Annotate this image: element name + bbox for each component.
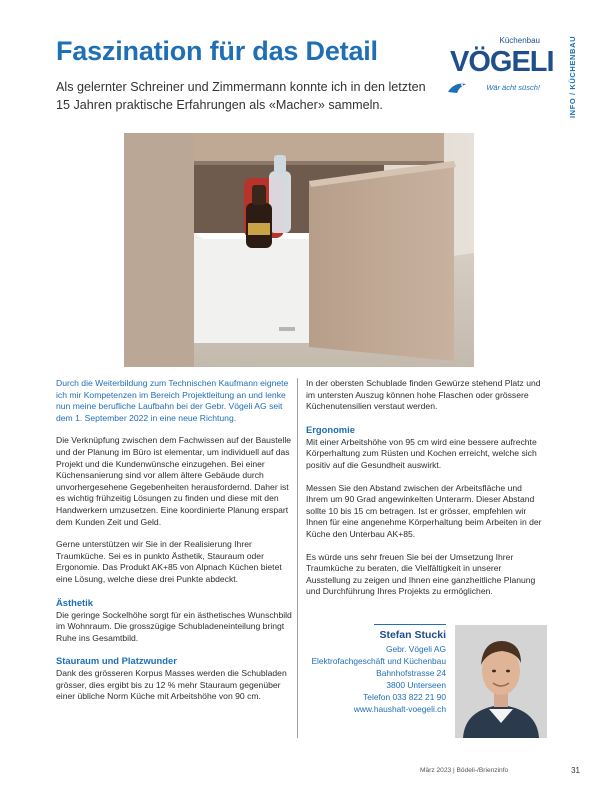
page-title: Faszination für das Detail: [56, 36, 378, 66]
contact-company: Gebr. Vögeli AG: [385, 644, 446, 654]
paragraph-support: Gerne unterstützen wir Sie in der Realisierung Ihrer Traumküche. Sei es in punkto Ästhetik, Stauraum oder Ergonomie. Das Produkt AK+85 von Alpnach Küchen bietet eine Lösung, welche diese drei Punkte abdeckt.: [56, 539, 282, 584]
heading-aesthetik: Ästhetik: [56, 596, 93, 608]
kitchen-drawer-illustration: [124, 133, 474, 367]
voegeli-logo: [446, 36, 554, 100]
paragraph-drawers: In der obersten Schublade finden Gewürze stehend Platz und im untersten Auszug können hohe Flaschen oder grössere Küchenutensilien verstaut werden.: [306, 378, 541, 412]
paragraph-planning: Die Verknüpfung zwischen dem Fachwissen auf der Baustelle und der Planung im Büro ist elementar, um individuell auf das Projekt und die Kundenwünsche einzugehen. Bei einer Küchensanierung sind vor allem ältere Gebäude durch unvorhergesehene Gegebenheiten herausfordernd. Daher ist es wichtig frühzeitig Lösungen zu finden und diese mit den Handwerkern umzusetzen. Eine koordinierte Planung erspart dem Kunden Zeit und Geld.: [56, 435, 292, 527]
footer-issue: März 2023 | Bödeli-/Brienzinfo: [420, 767, 509, 774]
intro-text: Als gelernter Schreiner und Zimmermann konnte ich in den letzten 15 Jahren praktische Erfahrungen als «Macher» sammeln.: [56, 80, 426, 112]
paragraph-closing: Es würde uns sehr freuen Sie bei der Umsetzung Ihrer Traumküche zu beraten, die Vielfältigkeit in unserer Ausstellung zu zeigen und Ihnen eine ganzheitliche Planung und Durchführung Ihres Projekts zu ermöglichen.: [306, 551, 536, 597]
page-number: 31: [571, 766, 580, 775]
logo-wordmark: VÖGELI: [450, 46, 554, 78]
logo-slogan: Wär ächt süsch!: [486, 83, 540, 92]
contact-rule: [374, 624, 446, 625]
column-divider: [297, 378, 298, 738]
contact-name: Stefan Stucki: [379, 629, 446, 641]
kitchen-drawer-photo: [124, 133, 474, 367]
contact-street: Bahnhofstrasse 24: [376, 668, 446, 678]
contact-phone: Telefon 033 822 21 90: [363, 692, 446, 702]
paragraph-measure: Messen Sie den Abstand zwischen der Arbeitsfläche und Ihrem um 90 Grad angewinkelten Unterarm. Dieser Abstand sollte 10 bis 15 cm betragen. Ist er grösser, empfehlen wir Ihnen für eine angenehme Körperhaltung beim Arbeiten in der Küche den Unterbau AK+85.: [306, 482, 542, 539]
section-tag: [568, 30, 582, 120]
paragraph-aesthetik: Die geringe Sockelhöhe sorgt für ein ästhetisches Wunschbild im Wohnraum. Die grosszügige Schubladeneinteilung bringt Ruhe ins Gesamtbild.: [56, 609, 292, 643]
contact-web-link[interactable]: www.haushalt-voegeli.ch: [353, 704, 446, 714]
lead-paragraph: Durch die Weiterbildung zum Technischen Kaufmann eignete ich mir Kompetenzen im Bereich Projektleitung an und lenke nun meine berufliche Laufbahn bei der Gebr. Vögeli AG seit dem 1. September 2022 in eine neue Richtung.: [56, 378, 289, 423]
paragraph-stauraum: Dank des grösseren Korpus Masses werden die Schubladen grösser, dies ergibt bis zu 12 % mehr Stauraum gegenüber einer übliche Norm Küche mit Arbeitshöhe von 90 cm.: [56, 668, 287, 702]
left-column: [56, 378, 294, 714]
bird-icon: [446, 80, 468, 96]
paragraph-ergonomie: Mit einer Arbeitshöhe von 95 cm wird eine bessere aufrechte Körperhaltung zum Rüsten und Kochen erreicht, welche sich positiv auf die Gesundheit auswirkt.: [306, 436, 537, 470]
logo-top-text: Küchenbau: [499, 36, 540, 45]
contact-city: 3800 Unterseen: [386, 680, 446, 690]
page-footer: [420, 767, 580, 774]
contact-block: [306, 624, 446, 715]
heading-ergonomie: Ergonomie: [306, 423, 355, 435]
person-portrait-illustration: [455, 625, 547, 738]
section-tag-text: INFO / KÜCHENBAU: [568, 35, 577, 118]
heading-stauraum: Stauraum und Platzwunder: [56, 655, 177, 667]
portrait-photo: [455, 625, 547, 738]
right-column: [306, 378, 544, 609]
contact-role: Elektrofachgeschäft und Küchenbau: [311, 656, 446, 666]
